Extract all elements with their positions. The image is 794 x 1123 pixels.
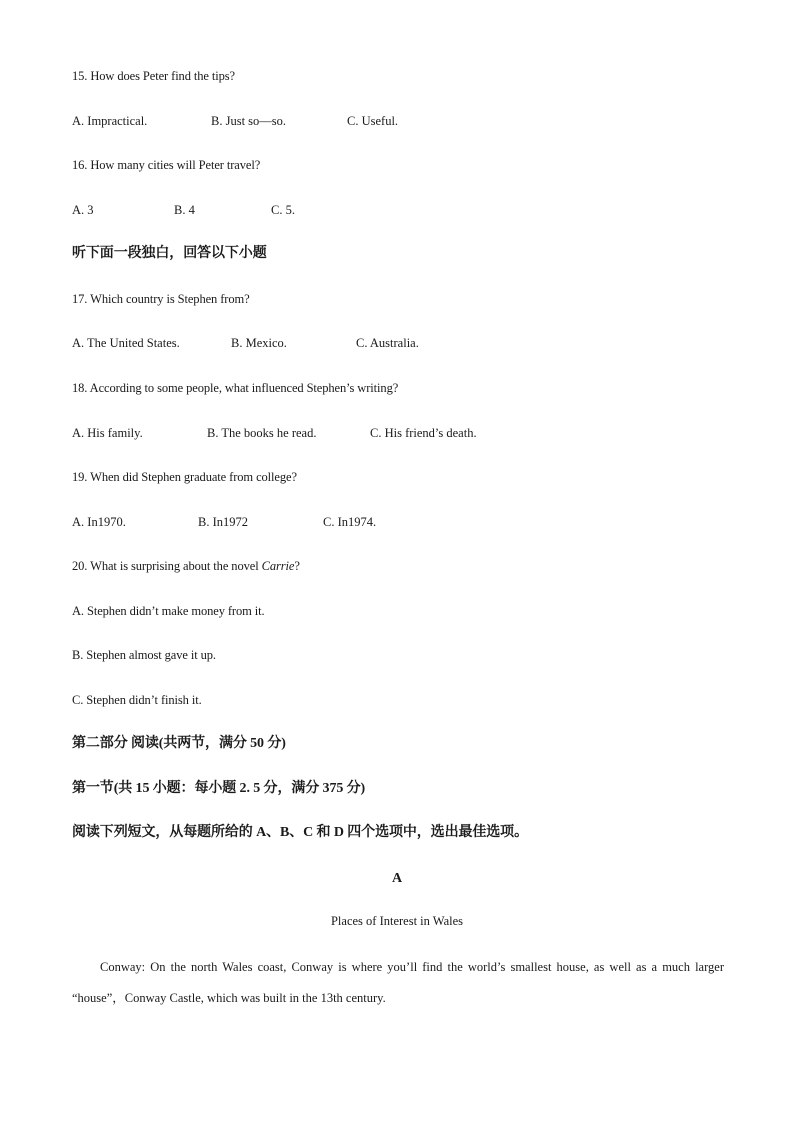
option-b: B. Just so—so. (211, 114, 287, 128)
reading-instruction: 阅读下列短文，从每题所给的 A、B、C 和 D 四个选项中，选出最佳选项。 (72, 825, 528, 840)
option-c: C. Australia. (356, 336, 419, 350)
question-15: 15. How does Peter find the tips? (72, 69, 235, 83)
option-a: A. Impractical. (72, 114, 148, 128)
option-c: C. Stephen didn’t finish it. (72, 693, 202, 707)
option-b: B. The books he read. (207, 426, 317, 440)
option-b: B. Stephen almost gave it up. (72, 648, 216, 662)
question-20 (72, 558, 300, 574)
option-c: C. His friend’s death. (370, 426, 477, 440)
option-b: B. 4 (174, 203, 195, 217)
novel-title: Carrie (261, 559, 295, 573)
option-b: B. In1972 (198, 515, 248, 529)
question-20-text: 20. What is surprising about the novel (72, 559, 262, 573)
question-17: 17. Which country is Stephen from? (72, 292, 250, 306)
option-a: A. 3 (72, 203, 94, 217)
section-1-heading: 第一节(共 15 小题：每小题 2. 5 分，满分 375 分) (72, 781, 366, 796)
option-a: A. The United States. (72, 336, 180, 350)
question-18: 18. According to some people, what influenced Stephen’s writing? (72, 381, 399, 395)
option-c: C. In1974. (323, 515, 377, 529)
passage-paragraph: Conway: On the north Wales coast, Conway is where you’ll find the world’s smallest house, as well as a much larger “house”，Conway Castle, which was built in the 13th century. (72, 960, 724, 1005)
option-c: C. Useful. (347, 114, 399, 128)
question-20-mark: ? (294, 559, 300, 573)
option-a: A. His family. (72, 426, 143, 440)
question-19: 19. When did Stephen graduate from college? (72, 470, 297, 484)
option-c: C. 5. (271, 203, 295, 217)
option-b: B. Mexico. (231, 336, 287, 350)
question-16: 16. How many cities will Peter travel? (72, 158, 261, 172)
part-2-heading: 第二部分 阅读(共两节，满分 50 分) (72, 736, 286, 751)
option-a: A. Stephen didn’t make money from it. (72, 604, 265, 618)
monologue-instruction: 听下面一段独白，回答以下小题 (72, 246, 267, 261)
passage-label: A (391, 871, 403, 886)
option-a: A. In1970. (72, 515, 126, 529)
passage-title: Places of Interest in Wales (330, 914, 464, 928)
